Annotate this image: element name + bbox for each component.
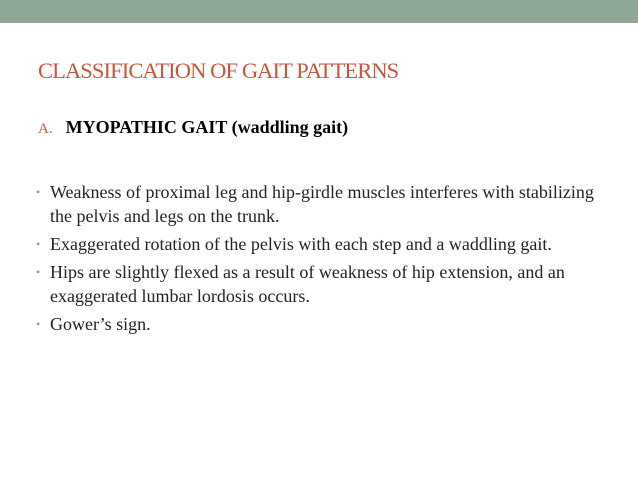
bullet-dot-icon: • (36, 185, 41, 199)
bullet-dot-icon: • (36, 317, 41, 331)
subheading (38, 118, 348, 137)
subheading-text: MYOPATHIC GAIT (waddling gait) (65, 117, 349, 137)
slide-title: CLASSIFICATION OF GAIT PATTERNS (38, 58, 399, 83)
bullet-item (36, 232, 616, 256)
top-decorative-band (0, 0, 638, 23)
bullet-list (36, 180, 616, 340)
bullet-item (36, 180, 616, 228)
bullet-text: Gower’s sign. (50, 314, 151, 334)
bullet-item (36, 260, 616, 308)
bullet-text: Exaggerated rotation of the pelvis with each step and a waddling gait. (50, 234, 552, 254)
bullet-text: Weakness of proximal leg and hip-girdle muscles interferes with stabilizing the pelvis and legs on the trunk. (50, 182, 594, 226)
subheading-marker: A. (38, 121, 53, 137)
bullet-text: Hips are slightly flexed as a result of weakness of hip extension, and an exaggerated lumbar lordosis occurs. (50, 262, 565, 306)
bullet-dot-icon: • (36, 265, 41, 279)
bullet-item (36, 312, 616, 336)
bullet-dot-icon: • (36, 237, 41, 251)
